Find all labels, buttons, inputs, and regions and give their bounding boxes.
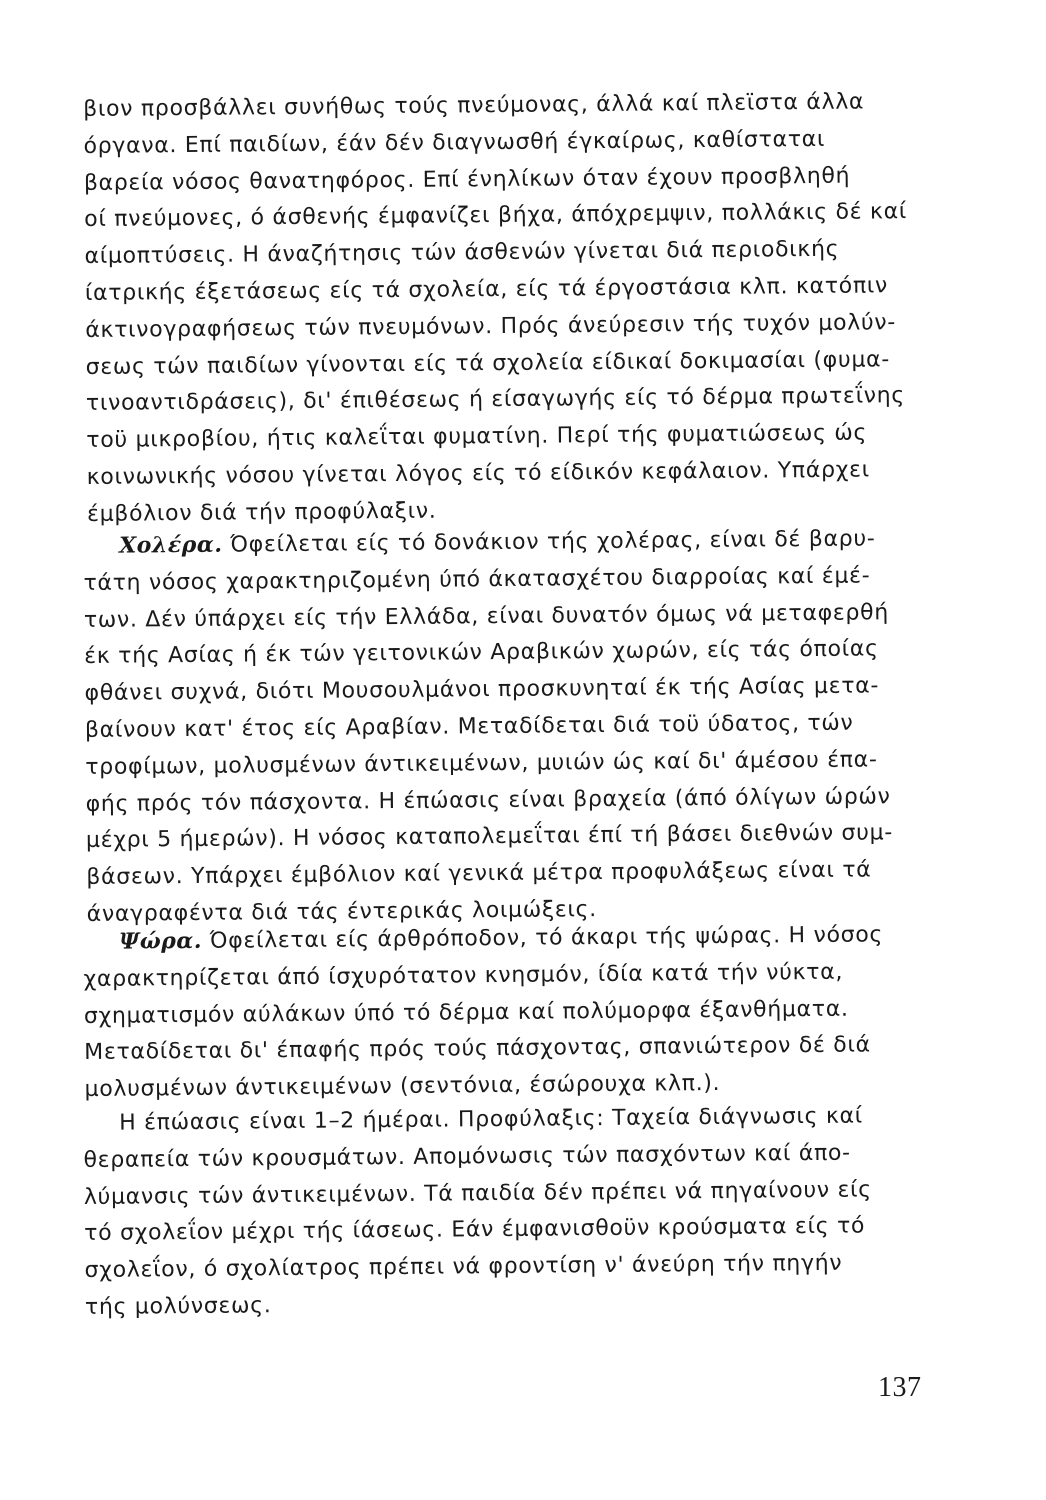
text-line: των. Δέν ύπάρχει είς τήν Ελλάδα, είναι δυνατόν όμως νά μεταφερθή	[83, 599, 890, 633]
section-heading-scabies: Ψώρα.	[119, 927, 203, 955]
paragraph-scabies-prevention	[83, 1098, 945, 1327]
text-line: έμβόλιον διά τήν προφύλαξιν.	[86, 498, 437, 527]
text-line: σχηματισμόν αύλάκων ύπό τό δέρμα καί πολύμορφα έξανθήματα.	[83, 996, 849, 1029]
text-line: άναγραφέντα διά τάς έντερικάς λοιμώξεις.	[86, 897, 598, 927]
text-line: τό σχολεΐον μέχρι τής ίάσεως. Εάν έμφανισθοϋν κρούσματα είς τό	[84, 1213, 866, 1247]
text-line: φθάνει συχνά, διότι Μουσουλμάνοι προσκυνηταί έκ τής Ασίας μετα-	[84, 673, 880, 707]
paragraph-tuberculosis-continuation	[83, 84, 947, 534]
page-number: 137	[878, 1372, 922, 1403]
text-line: κοινωνικής νόσου γίνεται λόγος είς τό είδικόν κεφάλαιον. Υπάρχει	[86, 457, 870, 490]
text-line: Μεταδίδεται δι' έπαφής πρός τούς πάσχοντας, σπανιώτερον δέ διά	[84, 1032, 871, 1066]
text-line: μολυσμένων άντικειμένων (σεντόνια, έσώρουχα κλπ.).	[84, 1071, 721, 1103]
text-line: τινοαντιδράσεις), δι' έπιθέσεως ή είσαγωγής είς τό δέρμα πρωτεΐνης	[85, 383, 906, 417]
text-line: οί πνεύμονες, ό άσθενής έμφανίζει βήχα, άπόχρεμψιν, πολλάκις δέ καί	[84, 199, 908, 233]
paragraph-scabies	[83, 916, 945, 1109]
text-line: χαρακτηρίζεται άπό ίσχυρότατον κνησμόν, ίδία κατά τήν νύκτα,	[83, 959, 844, 992]
text-line: Η έπώασις είναι 1–2 ήμέραι. Προφύλαξις: Ταχεία διάγνωσις καί	[119, 1103, 864, 1136]
text-line: ίατρικής έξετάσεως είς τά σχολεία, είς τά έργοστάσια κλπ. κατόπιν	[84, 273, 889, 306]
text-line: θεραπεία τών κρουσμάτων. Απομόνωσις τών πασχόντων καί άπο-	[83, 1140, 851, 1173]
text-line: βάσεων. Υπάρχει έμβόλιον καί γενικά μέτρα προφυλάξεως είναι τά	[86, 857, 872, 891]
text-line: σχολεΐον, ό σχολίατρος πρέπει νά φροντίση ν' άνεύρη τήν πηγήν	[84, 1250, 843, 1284]
text-line: τοϋ μικροβίου, ήτις καλεΐται φυματίνη. Περί τής φυματιώσεως ώς	[86, 420, 868, 454]
text-line: τής μολύνσεως.	[84, 1293, 272, 1320]
text-run: Όφείλεται είς τό δονάκιον τής χολέρας, είναι δέ βαρυ-	[222, 526, 876, 558]
text-line: τροφίμων, μολυσμένων άντικειμένων, μυιών ώς καί δι' άμέσου έπα-	[85, 747, 878, 780]
section-heading-cholera: Χολέρα.	[119, 531, 223, 559]
text-line: βιον προσβάλλει συνήθως τούς πνεύμονας, άλλά καί πλεϊστα άλλα	[83, 89, 865, 122]
paragraph-cholera	[83, 520, 947, 934]
text-line: μέχρι 5 ήμερών). Η νόσος καταπολεμεΐται έπί τή βάσει διεθνών συμ-	[85, 820, 894, 854]
text-line: αίμοπτύσεις. Η άναζήτησις τών άσθενών γίνεται διά περιοδικής	[84, 236, 840, 270]
text-run: Όφείλεται είς άρθρόποδον, τό άκαρι τής ψώρας. Η νόσος	[201, 922, 884, 954]
text-line: όργανα. Επί παιδίων, έάν δέν διαγνωσθή έγκαίρως, καθίσταται	[83, 126, 826, 159]
text-line: έκ τής Ασίας ή έκ τών γειτονικών Αραβικών χωρών, είς τάς όποίας	[84, 636, 879, 670]
text-line: σεως τών παιδίων γίνονται είς τά σχολεία είδικαί δοκιμασίαι (φυμα-	[85, 346, 891, 380]
text-line: λύμανσις τών άντικειμένων. Τά παιδία δέν πρέπει νά πηγαίνουν είς	[83, 1177, 872, 1210]
text-line: βαρεία νόσος θανατηφόρος. Επί ένηλίκων όταν έχουν προσβληθή	[83, 163, 851, 196]
text-line: βαίνουν κατ' έτος είς Αραβίαν. Μεταδίδεται διά τοϋ ύδατος, τών	[84, 710, 854, 743]
text-line: τάτη νόσος χαρακτηριζομένη ύπό άκατασχέτου διαρροίας καί έμέ-	[83, 563, 871, 596]
text-line: φής πρός τόν πάσχοντα. Η έπώασις είναι βραχεία (άπό όλίγων ώρών	[85, 783, 891, 817]
text-line: άκτινογραφήσεως τών πνευμόνων. Πρός άνεύρεσιν τής τυχόν μολύν-	[85, 309, 897, 343]
